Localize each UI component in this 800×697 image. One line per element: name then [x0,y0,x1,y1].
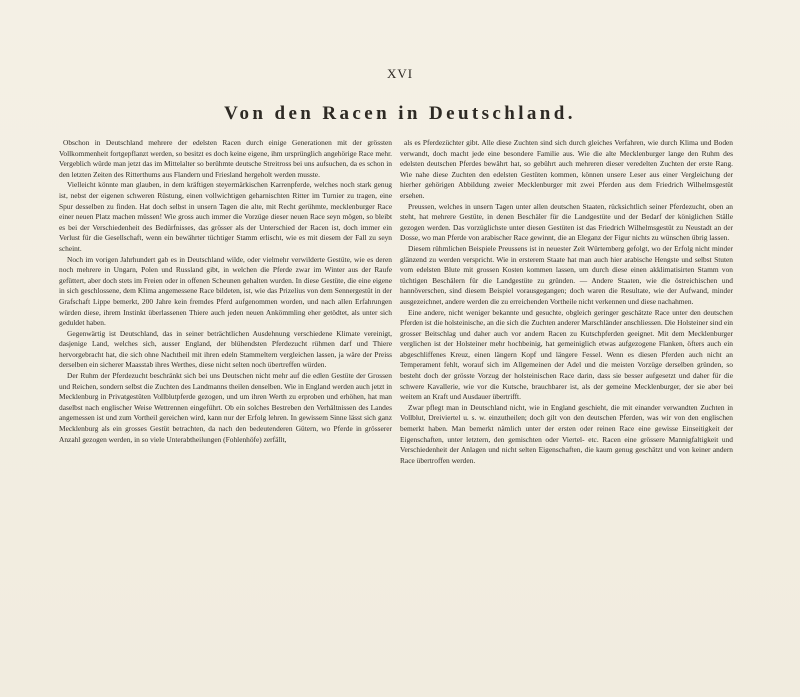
paragraph: als es Pferdezüchter gibt. Alle diese Zuchten sind sich durch gleiches Verfahren, wie durch Klima und Boden verwandt, doch macht jede eine besondere Familie aus. Wie die alte Mecklenburger lange den Ruhm des edelsten deutschen Pferdes bewährt hat, so gebührt auch mehreren dieser veredelten Zuchten der erste Rang. Wie nahe diese Zuchten den edelsten Gestüten kommen, können unsere Leser aus einer Vergleichung der hierher gehörigen Abbildung zweier Mecklenburger mit zwei Pferden aus dem Friedrich Wilhelmsgestüt ersehen. [400,138,733,200]
paragraph: Noch im vorigen Jahrhundert gab es in Deutschland wilde, oder vielmehr verwilderte Gestüte, wie es deren noch mehrere in Ungarn, Polen und Russland gibt, in welchen die Pferde zwar im Winter aus der Raufe gefüttert, aber doch stets im Freien oder in offenen Scheunen gehalten wurden. In diese Gestüte, die eine eigene in sich geschlossene, dem Klima angemessene Race bildeten, ist, wie das Prizelius von dem Sennergestüt in der Grafschaft Lippe bemerkt, 200 Jahre kein fremdes Pferd aufgenommen worden, und nach allen Erfahrungen würden diese, ihrem Instinkt überlassenen Thiere auch jeden neuen Ankömmling eher getödtet, als unter sich geduldet haben. [59,254,392,328]
paragraph: Gegenwärtig ist Deutschland, das in seiner beträchtlichen Ausdehnung verschiedene Klimate vereinigt, dasjenige Land, welches sich, ausser England, der blühendsten Pferdezucht rühmen darf und Thiere hervorgebracht hat, die sich ohne Nachtheil mit ihren edeln Stammeltern vergleichen lassen, ja wäre der Preiss derselben ein sicherer Maasstab ihres Werthes, diese nicht selten noch übertreffen würden. [59,328,392,370]
paragraph: Obschon in Deutschland mehrere der edelsten Racen durch einige Generationen mit der grössten Vollkommenheit fortgepflanzt werden, so besitzt es doch keine eigene, ihm ursprünglich angehörige Race mehr. Vergeblich würde man jetzt das im Mittelalter so berühmte deutsche Streitross bei uns aufsuchen, da es schon in den letzten Zeiten des Ritterthums aus Flandern und Friesland hergeholt werden musste. [59,138,392,179]
paragraph: Preussen, welches in unsern Tagen unter allen deutschen Staaten, rücksichtlich seiner Pferdezucht, oben an steht, hat mehrere Gestüte, in denen Beschäler für die Landgestüte und der Bedarf der königlichen Ställe gezogen werden. Das vorzüglichste unter diesen Gestüten ist das Friedrich Wilhelmsgestüt zu Neustadt an der Dosse, wo man Pferde von arabischer Race gewinnt, die an Eleganz der Figur nichts zu wünschen übrig lassen. [400,201,733,243]
paragraph: Der Ruhm der Pferdezucht beschränkt sich bei uns Deutschen nicht mehr auf die edlen Gestüte der Grossen und Reichen, sondern selbst die Zuchten des Landmanns theilen denselben. Wie in England werden auch jetzt in Mecklenburg in Privatgestüten Vollblutpferde gezogen, und um ihren Werth zu erproben und erhöhen, hat man daselbst nach englischer Weise Wettrennen eingeführt. Ob ein solches Bestreben den Verhältnissen des Landes angemessen ist und zum Vortheil gereichen wird, kann nur der Erfolg lehren. In gewissem Sinne lässt sich ganz Mecklenburg als ein grosses Gestüt betrachten, da nach den bedeutenderen Gütern, wo Pferde in grösserer Anzahl gezogen werden, in so viele Unterabtheilungen (Fohlenhöfe) zerfällt, [59,371,392,444]
paragraph: Diesem rühmlichen Beispiele Preussens ist in neuester Zeit Würtemberg gefolgt, wo der Erfolg nicht minder glänzend zu werden verspricht. Wie in ersterem Staate hat man auch hier arabische Hengste und selbst Stuten vom edelsten Blute mit grossen Kosten kommen lassen, um durch diese einen akklimatisirten Stamm von tüchtigen Beschälern für die Landgestüte zu gründen. — Andere Staaten, wie die östreichischen und hannöverschen, sind diesem Beispiel vorausgegangen; doch waren die Resultate, wie der Aufwand, minder ausgezeichnet, andere werden die zu erreichenden Vortheile nicht verkennen und diese nachahmen. [400,243,733,306]
chapter-title: Von den Racen in Deutschland. [224,103,576,124]
page-number: XVI [386,66,414,81]
left-column [59,138,392,445]
paragraph: Eine andere, nicht weniger bekannte und gesuchte, obgleich geringer geschätzte Race unter den deutschen Pferden ist die holsteinische, an die sich die Zuchten anderer Marschländer anschliessen. Die Holsteiner sind ein grosser Beitschlag und daher auch vor andern Racen zu Kutschpferden geeignet. Mit dem Mecklenburger verglichen ist der Holsteiner mehr hochbeinig, hat gemeiniglich etwas aufgezogene Flanken, öfters auch ein abgeschliffenes Kreuz, einen längern Kopf und längere Fessel. Wenn es diesen Pferden auch nicht an Temperament fehlt, worauf sich im Allgemeinen der Adel und die meisten Vorzüge derselben gründen, so besteht doch der grösste Vorzug der holsteinischen Race darin, dass sie besser aufgesetzt und daher für die schwere Kavallerie, wie vor die Kutsche, brauchbarer ist, als der gemeine Mecklenburger, der sie aber bei weitem an Kraft und Ausdauer übertrifft. [400,307,733,402]
paragraph: Vielleicht könnte man glauben, in dem kräftigen steyermärkischen Karrenpferde, welches noch stark genug ist, nebst der eigenen schweren Rüstung, einen vollwichtigen geharnischten Ritter im Turnier zu tragen, eine Spur desselben zu finden. Hat doch selbst in unsern Tagen die alte, mit Recht gerühmte, mecklenburger Race einer neuen Platz machen müssen! Wie gross auch immer die Vorzüge dieser neuen Race seyn mögen, so bleibt es bei der Verschiedenheit des Bedürfnisses, das grösser als der Unterschied der Racen ist, doch immer ein Verlust für die Gesellschaft, wenn ein bewährter tüchtiger Stamm erlischt, wie es mit diesem der Fall zu seyn scheint. [59,180,392,253]
paragraph: Zwar pflegt man in Deutschland nicht, wie in England geschieht, die mit einander verwandten Zuchten in Vollblut, Dreiviertel u. s. w. einzutheilen; doch gilt von den deutschen Pferden, was wir von den englischen bemerkt haben. Man bemerkt nämlich unter der ersten oder reinen Race eine gewisse Einseitigkeit der Eigenschaften, unter letztern, den gemischten oder Viertel- etc. Racen eine grössere Mannigfaltigkeit und Verschiedenheit der Anlagen und nicht selten Eigenschaften, die kaum genug geschätzt und von keiner andern Race übertroffen werden. [400,402,733,465]
right-column [400,138,733,466]
